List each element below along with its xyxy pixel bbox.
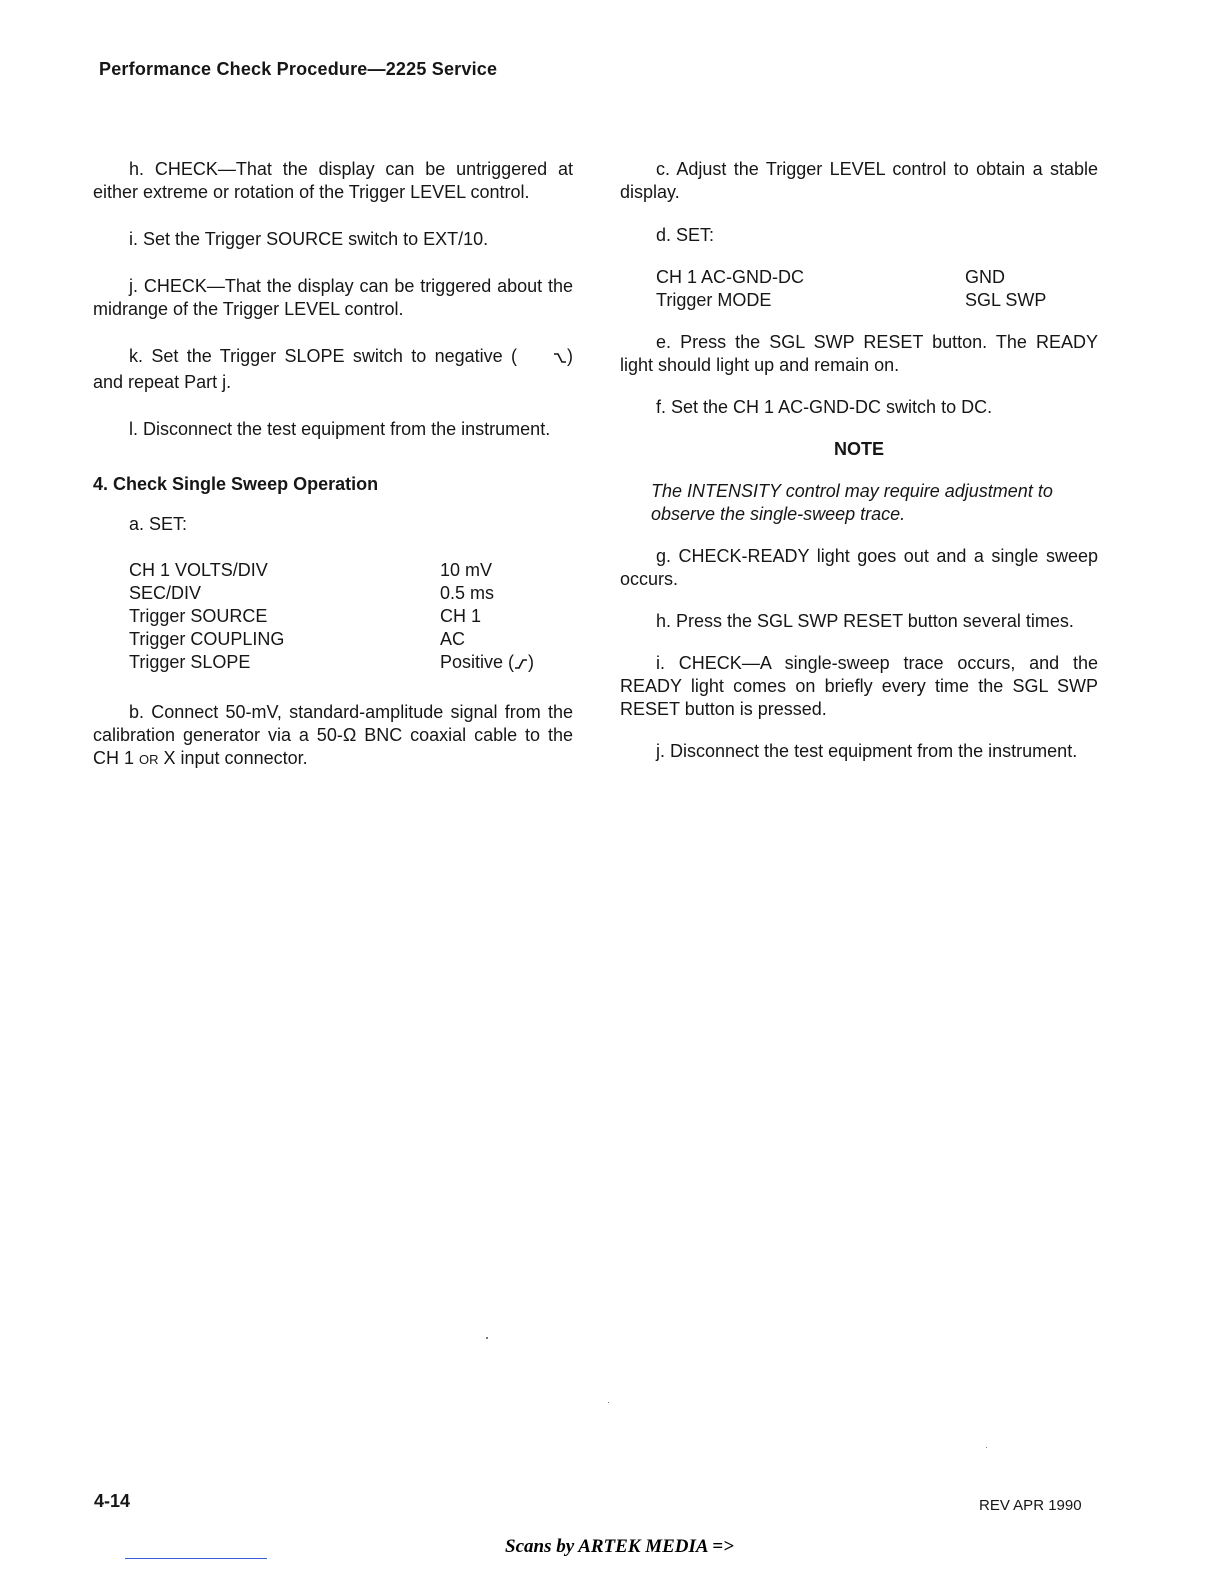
page-header: Performance Check Procedure—2225 Service [99, 59, 498, 79]
note-body: The INTENSITY control may require adjustment to observe the single-sweep trace. [651, 481, 1053, 524]
setting-name: SEC/DIV [129, 583, 202, 603]
setting-value: SGL SWP [965, 290, 1047, 310]
negative-slope-icon [517, 348, 567, 371]
step-f-set-dc: f. Set the CH 1 AC-GND-DC switch to DC. [656, 397, 993, 417]
setting-value: 0.5 ms [440, 583, 495, 603]
setting-name: CH 1 AC-GND-DC [656, 267, 805, 287]
step-k-text-before: k. Set the Trigger SLOPE switch to negative ( [129, 346, 517, 366]
step-h-press-several: h. Press the SGL SWP RESET button several times. [656, 611, 1074, 631]
step-b-text-before: b. Connect 50-mV, standard-amplitude signal from the calibration generator via a 50-Ω BNC coaxial cable to the CH 1 [93, 702, 573, 768]
section-heading: 4. Check Single Sweep Operation [93, 474, 379, 494]
step-j-disconnect: j. Disconnect the test equipment from the instrument. [656, 741, 1078, 761]
step-c-adjust-level: c. Adjust the Trigger LEVEL control to obtain a stable display. [620, 159, 1098, 202]
page-number: 4-14 [94, 1491, 131, 1511]
step-j-check-triggered: j. CHECK—That the display can be triggered about the midrange of the Trigger LEVEL control. [93, 276, 573, 319]
step-a-set: a. SET: [129, 514, 188, 534]
scan-speck [986, 1447, 987, 1448]
left-column [93, 158, 573, 795]
step-e-press-reset: e. Press the SGL SWP RESET button. The READY light should light up and remain on. [620, 332, 1098, 375]
setting-name: Trigger COUPLING [129, 629, 285, 649]
setting-name: Trigger SLOPE [129, 652, 251, 672]
step-h-check-untriggered: h. CHECK—That the display can be untriggered at either extreme or rotation of the Trigger LEVEL control. [93, 159, 573, 202]
setting-value-slope [440, 651, 573, 677]
settings-table-right [656, 266, 1098, 312]
setting-name: CH 1 VOLTS/DIV [129, 560, 268, 580]
scan-credit: Scans by ARTEK MEDIA => [505, 1536, 734, 1557]
settings-table-left [129, 559, 573, 677]
step-i-set-source: i. Set the Trigger SOURCE switch to EXT/10. [129, 229, 489, 249]
step-k-set-slope [93, 345, 573, 394]
setting-value: 10 mV [440, 560, 493, 580]
scan-speck [486, 1337, 488, 1339]
positive-slope-icon [514, 654, 528, 677]
scan-link-underline [125, 1558, 267, 1559]
step-k-text-after: ) and repeat Part j. [93, 346, 573, 392]
note-title: NOTE [833, 439, 884, 459]
revision-date: REV APR 1990 [979, 1497, 1082, 1514]
setting-name: Trigger SOURCE [129, 606, 268, 626]
right-column [620, 158, 1098, 787]
setting-value: AC [440, 629, 466, 649]
step-b-connect [93, 701, 573, 771]
setting-value-suffix: ) [528, 652, 535, 672]
step-b-text-after: X input connector. [158, 748, 308, 768]
setting-name: Trigger MODE [656, 290, 772, 310]
step-b-or: OR [139, 752, 159, 767]
step-l-disconnect: l. Disconnect the test equipment from the instrument. [129, 419, 551, 439]
setting-value: GND [965, 267, 1005, 287]
scan-speck [608, 1402, 609, 1403]
setting-value: Positive ( [440, 652, 515, 672]
setting-value: CH 1 [440, 606, 482, 626]
step-d-set: d. SET: [656, 225, 715, 245]
step-g-check-ready: g. CHECK-READY light goes out and a single sweep occurs. [620, 546, 1098, 589]
step-i-check-trace: i. CHECK—A single-sweep trace occurs, and the READY light comes on briefly every time the SGL SWP RESET button is pressed. [620, 653, 1098, 719]
